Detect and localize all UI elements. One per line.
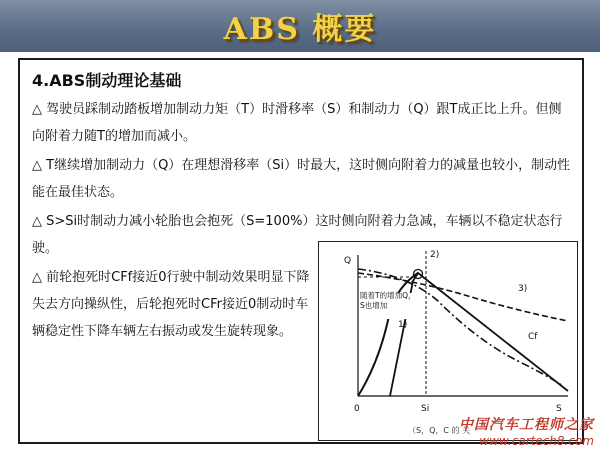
content-panel (18, 58, 584, 444)
chart-caption: （S，Q，C 的 关 (408, 426, 471, 435)
section-heading: 4.ABS制动理论基础 (32, 71, 182, 90)
paragraph-1: △ 驾驶员踩制动踏板增加制动力矩（T）时滑移率（S）和制动力（Q）跟T成正比上升。但侧向附着力随T的增加而减小。 (32, 102, 562, 144)
x-tick-si: Si (421, 404, 430, 414)
annotation-text: 随着T的增加Q，S也增加 (360, 291, 416, 310)
slip-ratio-chart (318, 241, 578, 441)
x-tick-0: 0 (354, 404, 360, 414)
marker-2: 2) (430, 250, 440, 260)
annotation-holder (360, 291, 418, 321)
paragraph-3: △ S>Si时制动力减小轮胎也会抱死（S=100%）这时侧向附着力急减，车辆以不稳定状态行驶。 (32, 214, 563, 256)
page-title: ABS 概要 (223, 12, 377, 47)
chart-svg (318, 241, 578, 441)
marker-3: 3) (518, 284, 528, 294)
series-label-cf: Cf (528, 332, 538, 342)
marker-1: 1) (398, 320, 408, 330)
watermark-url: www.cartech8.com (479, 434, 594, 448)
title-bar (0, 0, 600, 52)
y-axis-label: Q (344, 256, 352, 266)
paragraph-4: △ 前轮抱死时CFf接近0行驶中制动效果明显下降失去方向操纵性，后轮抱死时CFr接近0制动时车辆稳定性下降车辆左右振动或发生旋转现象。 (32, 270, 310, 339)
watermark (459, 414, 594, 448)
x-tick-s: S (556, 404, 562, 414)
watermark-text: 中国汽车工程师之家 (459, 417, 594, 433)
paragraph-2: △ T继续增加制动力（Q）在理想滑移率（Si）时最大，这时侧向附着力的减量也较小，制动性能在最佳状态。 (32, 158, 571, 200)
